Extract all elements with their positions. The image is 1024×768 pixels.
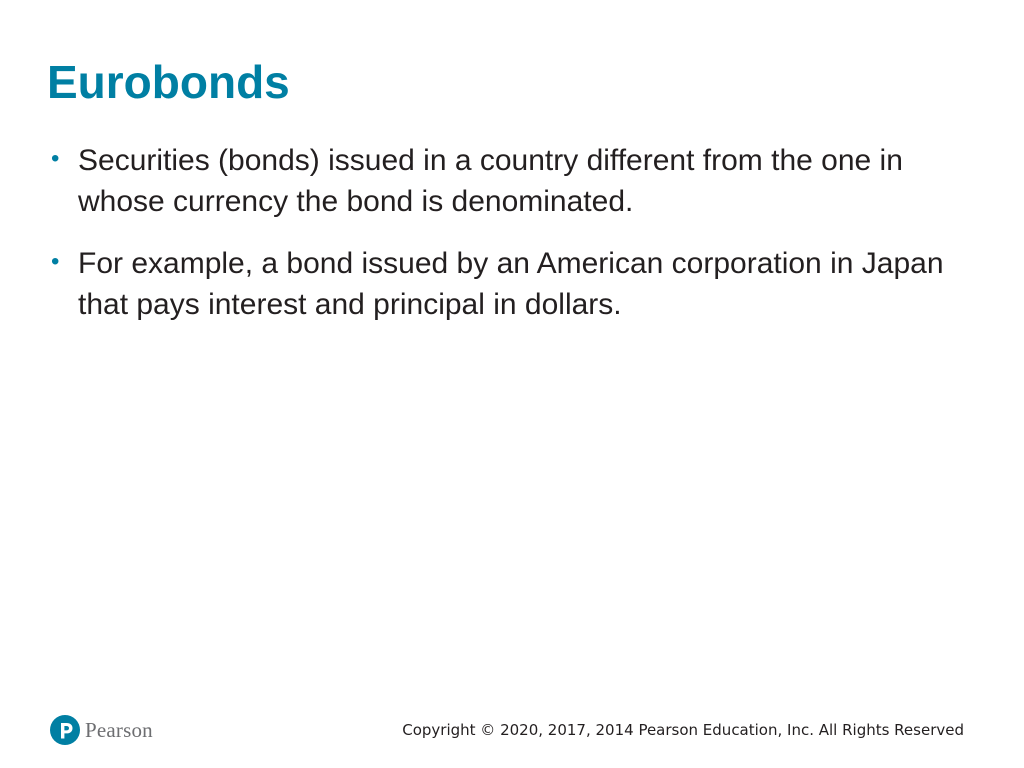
bullet-item	[48, 140, 978, 222]
bullet-dot-icon: •	[51, 145, 60, 172]
bullet-text: Securities (bonds) issued in a country different from the one in whose currency the bond is denominated.	[78, 144, 903, 218]
logo-wordmark: Pearson	[85, 717, 153, 742]
bullet-dot-icon: •	[51, 248, 60, 275]
bullet-item	[48, 243, 978, 325]
bullet-list	[48, 140, 978, 346]
bullet-text: For example, a bond issued by an American corporation in Japan that pays interest and principal in dollars.	[78, 247, 944, 321]
pearson-logo	[50, 713, 153, 747]
pearson-logo-icon	[50, 715, 80, 745]
copyright-notice: Copyright © 2020, 2017, 2014 Pearson Education, Inc. All Rights Reserved	[402, 721, 964, 739]
slide-title: Eurobonds	[47, 56, 290, 108]
